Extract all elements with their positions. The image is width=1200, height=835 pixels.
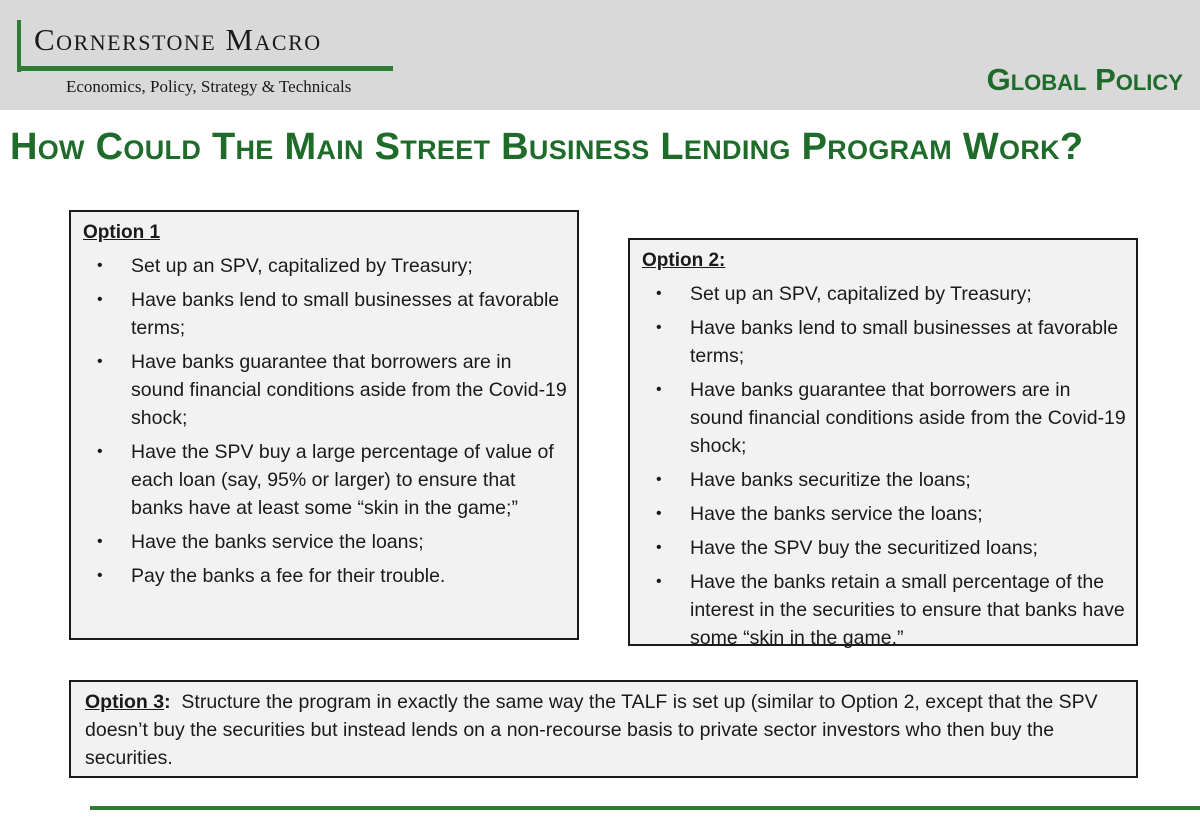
option-3-box [69, 680, 1138, 778]
bullet-icon: • [656, 319, 662, 336]
list-item-text: Have the SPV buy a large percentage of value of each loan (say, 95% or larger) to ensure that banks have at least some “skin in the game;” [131, 441, 554, 519]
bullet-icon: • [97, 533, 103, 550]
option-2-heading: Option 2: [642, 250, 726, 271]
list-item-text: Have the banks retain a small percentage of the interest in the securities to ensure that banks have some “skin in the game.” [690, 571, 1125, 649]
list-item-text: Have banks lend to small businesses at favorable terms; [131, 289, 560, 339]
list-item [642, 280, 1126, 308]
page-header [0, 0, 1200, 110]
option-2-box [628, 238, 1138, 649]
bullet-icon: • [97, 291, 103, 308]
list-item-text: Have banks guarantee that borrowers are in sound financial conditions aside from the Covid-19 shock; [690, 379, 1126, 457]
option-3-heading: Option 3 [85, 691, 165, 713]
bullet-icon: • [656, 285, 662, 302]
brand-tagline: Economics, Policy, Strategy & Technicals [66, 77, 352, 96]
list-item [83, 438, 567, 522]
bullet-icon: • [656, 573, 662, 590]
list-item [642, 314, 1126, 370]
bullet-icon: • [97, 443, 103, 460]
list-item-text: Have banks lend to small businesses at favorable terms; [690, 317, 1119, 367]
list-item-text: Pay the banks a fee for their trouble. [131, 565, 446, 587]
section-label: Global Policy [986, 62, 1183, 97]
footer-rule [90, 806, 1200, 810]
list-item-text: Have the banks service the loans; [690, 503, 983, 525]
bullet-icon: • [656, 505, 662, 522]
list-item-text: Have banks guarantee that borrowers are in sound financial conditions aside from the Covid-19 shock; [131, 351, 567, 429]
list-item [642, 568, 1126, 652]
option-3-text: Structure the program in exactly the same way the TALF is set up (similar to Option 2, except that the SPV doesn’t buy the securities but instead lends on a non-recourse basis to private sector investors who then buy the securities. [85, 691, 1098, 769]
bullet-icon: • [656, 381, 662, 398]
list-item-text: Set up an SPV, capitalized by Treasury; [690, 283, 1032, 305]
bullet-icon: • [97, 257, 103, 274]
logo-vertical-bar [17, 20, 21, 72]
bullet-icon: • [656, 471, 662, 488]
logo-horizontal-bar [17, 66, 393, 71]
list-item [83, 348, 567, 432]
page-title: How Could The Main Street Business Lending Program Work? [10, 126, 1084, 168]
list-item [642, 534, 1126, 562]
option-2-list [642, 280, 1126, 652]
list-item-text: Set up an SPV, capitalized by Treasury; [131, 255, 473, 277]
list-item-text: Have the SPV buy the securitized loans; [690, 537, 1038, 559]
option-1-heading: Option 1 [83, 222, 161, 243]
list-item-text: Have the banks service the loans; [131, 531, 424, 553]
list-item [642, 500, 1126, 528]
list-item-text: Have banks securitize the loans; [690, 469, 971, 491]
bullet-icon: • [97, 353, 103, 370]
bullet-icon: • [656, 539, 662, 556]
brand-logo-name: Cornerstone Macro [34, 22, 322, 57]
option-3-colon: : [164, 691, 171, 713]
list-item [83, 528, 567, 556]
list-item [642, 466, 1126, 494]
list-item [83, 252, 567, 280]
option-1-box [69, 210, 579, 640]
list-item [83, 286, 567, 342]
list-item [83, 562, 567, 590]
bullet-icon: • [97, 567, 103, 584]
list-item [642, 376, 1126, 460]
option-1-list [83, 252, 567, 590]
option-3-text-block [85, 688, 1126, 772]
